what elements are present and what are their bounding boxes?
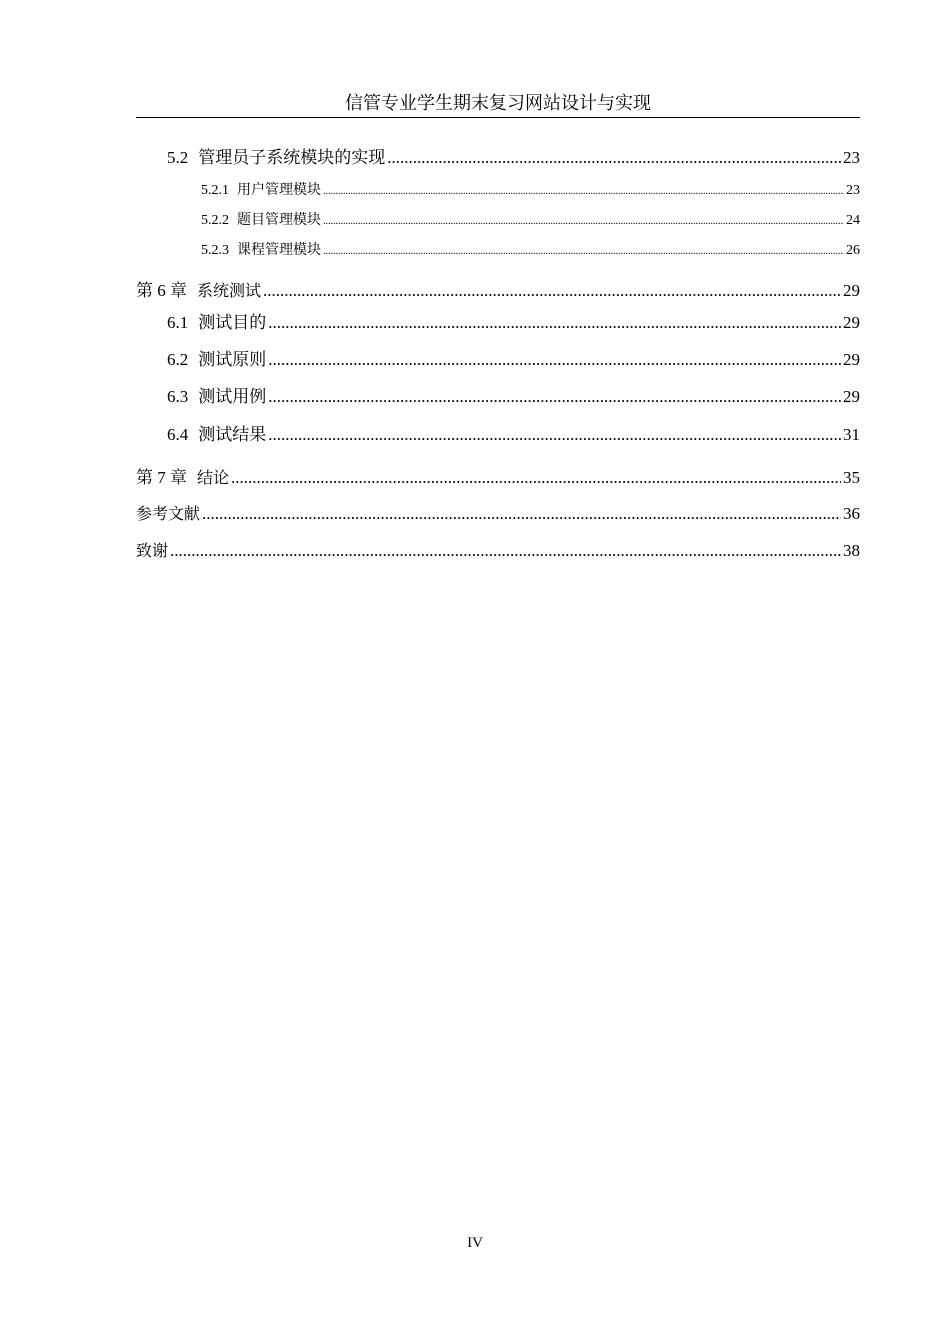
dot-leader (170, 541, 841, 561)
toc-entry-page: 24 (846, 213, 860, 228)
toc-entry-page: 26 (846, 243, 860, 258)
dot-leader (268, 387, 841, 407)
toc-entry-page: 23 (846, 183, 860, 198)
toc-entry-title: 测试目的 (198, 313, 267, 332)
toc-entry-number: 第 7 章 (136, 468, 187, 487)
toc-entry-number: 5.2.1 (201, 183, 229, 198)
toc-entry-title: 题目管理模块 (237, 212, 321, 228)
toc-entry-number: 第 6 章 (136, 281, 187, 300)
toc-entry-5-2-1[interactable] (201, 179, 860, 199)
toc-entry-page: 36 (843, 504, 860, 523)
toc-entry-page: 35 (843, 468, 860, 487)
dot-leader (323, 186, 844, 197)
toc-entry-page: 29 (843, 281, 860, 300)
toc-entry-title: 管理员子系统模块的实现 (198, 148, 386, 167)
toc-entry-title: 结论 (197, 468, 230, 487)
dot-leader (268, 313, 841, 333)
toc-entry-number: 5.2.2 (201, 213, 229, 228)
toc-entry-5-2-3[interactable] (201, 239, 860, 259)
toc-entry-title: 课程管理模块 (237, 242, 321, 258)
toc-entry-page: 29 (843, 313, 860, 332)
dot-leader (263, 281, 841, 301)
toc-entry-number: 6.4 (167, 425, 189, 444)
toc-entry-5-2[interactable] (167, 143, 860, 168)
header-rule (136, 117, 860, 118)
toc-entry-title: 用户管理模块 (237, 182, 321, 198)
toc-entry-number: 6.3 (167, 387, 189, 406)
toc-entry-acknowledgements[interactable] (136, 538, 860, 561)
toc-entry-number: 5.2 (167, 148, 189, 167)
toc-entry-chapter-6[interactable] (136, 276, 860, 301)
toc-entry-title: 测试用例 (198, 387, 267, 406)
toc-entry-title: 致谢 (136, 541, 169, 560)
dot-leader (268, 425, 841, 445)
toc-entry-number: 6.2 (167, 350, 189, 369)
toc-entry-5-2-2[interactable] (201, 209, 860, 229)
dot-leader (231, 468, 841, 488)
toc-entry-page: 23 (843, 148, 860, 167)
toc-entry-number: 6.1 (167, 313, 189, 332)
toc-entry-title: 测试原则 (198, 350, 267, 369)
toc-entry-6-3[interactable] (167, 382, 860, 407)
toc-entry-title: 参考文献 (136, 504, 201, 523)
page-number: IV (467, 1235, 483, 1251)
toc-entry-number: 5.2.3 (201, 243, 229, 258)
dot-leader (268, 350, 841, 370)
toc-entry-page: 38 (843, 541, 860, 560)
toc-entry-page: 31 (843, 425, 860, 444)
toc-entry-page: 29 (843, 350, 860, 369)
toc-entry-title: 系统测试 (197, 281, 262, 300)
dot-leader (323, 216, 844, 227)
toc-entry-references[interactable] (136, 501, 860, 524)
toc-entry-page: 29 (843, 387, 860, 406)
dot-leader (323, 246, 844, 257)
dot-leader (387, 148, 841, 168)
toc-entry-6-4[interactable] (167, 420, 860, 445)
toc-entry-title: 测试结果 (198, 425, 267, 444)
running-header-title: 信管专业学生期末复习网站设计与实现 (345, 93, 651, 113)
toc-entry-6-1[interactable] (167, 308, 860, 333)
toc-entry-chapter-7[interactable] (136, 463, 860, 488)
dot-leader (202, 504, 841, 524)
toc-entry-6-2[interactable] (167, 345, 860, 370)
